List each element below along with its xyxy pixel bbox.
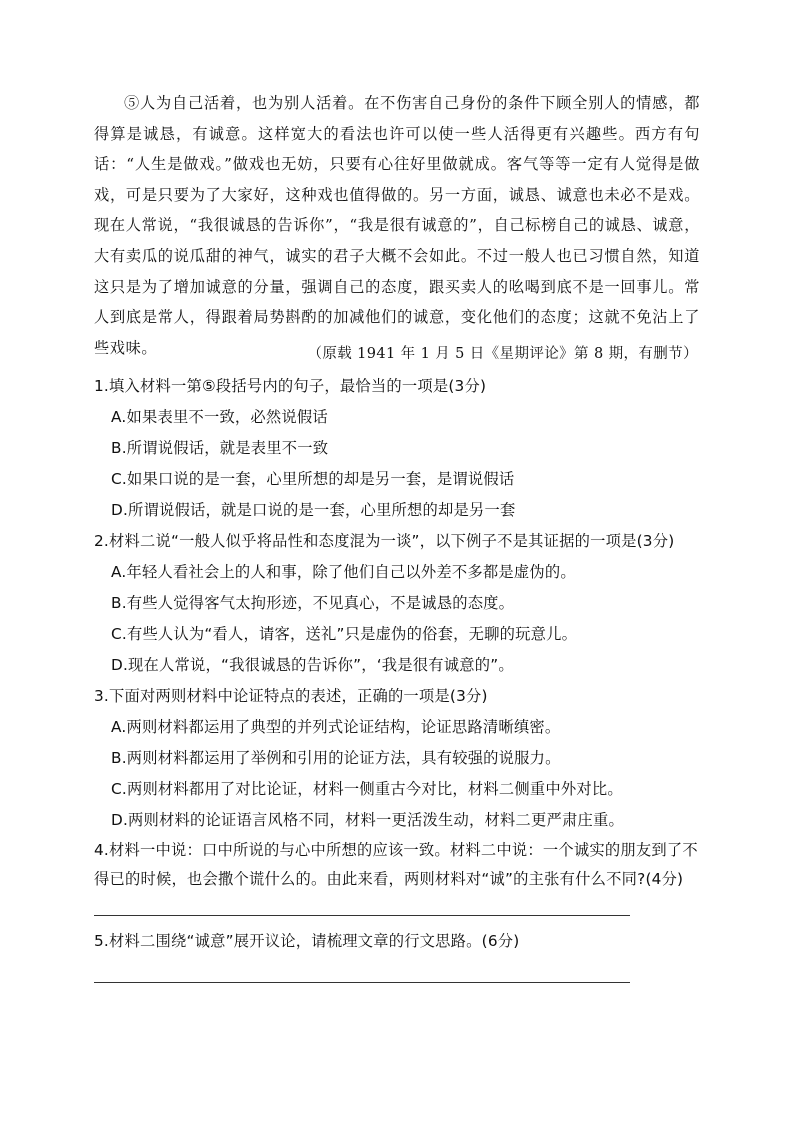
question-5-answer-line[interactable] [94, 956, 630, 983]
question-4 [94, 836, 706, 916]
question-3-stem: 3.下面对两则材料中论证特点的表述，正确的一项是(3分) [94, 687, 488, 705]
passage-source-note: （原载 1941 年 1 月 5 日《星期评论》第 8 期，有删节） [307, 346, 698, 362]
question-3-option-c: C.两则材料都用了对比论证，材料一侧重古今对比，材料二侧重中外对比。 [111, 780, 623, 798]
question-2-option-c: C.有些人认为“看人，请客，送礼”只是虚伪的俗套，无聊的玩意儿。 [111, 625, 578, 643]
question-1-option-d: D.所谓说假话，就是口说的是一套，心里所想的却是另一套 [111, 501, 516, 519]
question-2-stem: 2.材料二说“一般人似乎将品性和态度混为一谈”，以下例子不是其证据的一项是(3分) [94, 532, 675, 550]
passage-paragraph-5: ⑤人为自己活着，也为别人活着。在不伤害自己身份的条件下顾全别人的情感，都得算是诚恳，有诚意。这样宽大的看法也许可以使一些人活得更有兴趣些。西方有句话：“人生是做戏。”做戏也无妨，只要有心往好里做就成。客气等等一定有人觉得是做戏，可是只要为了大家好，这种戏也值得做的。另一方面，诚恳、诚意也未必不是戏。现在人常说，“我很诚恳的告诉你”，“我是很有诚意的”，自己标榜自己的诚恳、诚意，大有卖瓜的说瓜甜的神气，诚实的君子大概不会如此。不过一般人也已习惯自然，知道这只是为了增加诚意的分量，强调自己的态度，跟买卖人的吆喝到底不是一回事儿。常人到底是常人，得跟着局势斟酌的加减他们的诚意，变化他们的态度；这就不免沾上了些戏味。 [94, 94, 700, 357]
question-1-option-a: A.如果表里不一致，必然说假话 [111, 408, 328, 426]
question-2-option-a: A.年轻人看社会上的人和事，除了他们自己以外差不多都是虚伪的。 [111, 563, 576, 581]
question-3-option-a: A.两则材料都运用了典型的并列式论证结构，论证思路清晰缜密。 [111, 718, 561, 736]
question-4-answer-line[interactable] [94, 893, 630, 916]
question-1-option-c: C.如果口说的是一套，心里所想的却是另一套，是谓说假话 [111, 470, 515, 488]
question-1-stem: 1.填入材料一第⑤段括号内的句子，最恰当的一项是(3分) [94, 377, 487, 395]
question-3-option-b: B.两则材料都运用了举例和引用的论证方法，具有较强的说服力。 [111, 749, 561, 767]
question-3-option-d: D.两则材料的论证语言风格不同，材料一更活泼生动，材料二更严肃庄重。 [111, 811, 624, 829]
question-5 [94, 926, 706, 983]
question-3 [94, 681, 706, 836]
question-4-stem: 4.材料一中说：口中所说的与心中所想的应该一致。材料二中说：一个诚实的朋友到了不得已的时候，也会撒个谎什么的。由此来看，两则材料对“诚”的主张有什么不同?(4分) [94, 841, 698, 888]
question-2 [94, 526, 706, 681]
question-1 [94, 371, 706, 526]
question-5-stem: 5.材料二围绕“诚意”展开议论，请梳理文章的行文思路。(6分) [94, 932, 520, 950]
question-1-option-b: B.所谓说假话，就是表里不一致 [111, 439, 329, 457]
question-2-option-d: D.现在人常说，“我很诚恳的告诉你”，‘我是很有诚意的”。 [111, 656, 514, 674]
question-2-option-b: B.有些人觉得客气太拘形迹，不见真心，不是诚恳的态度。 [111, 594, 515, 612]
question-list [94, 371, 706, 983]
